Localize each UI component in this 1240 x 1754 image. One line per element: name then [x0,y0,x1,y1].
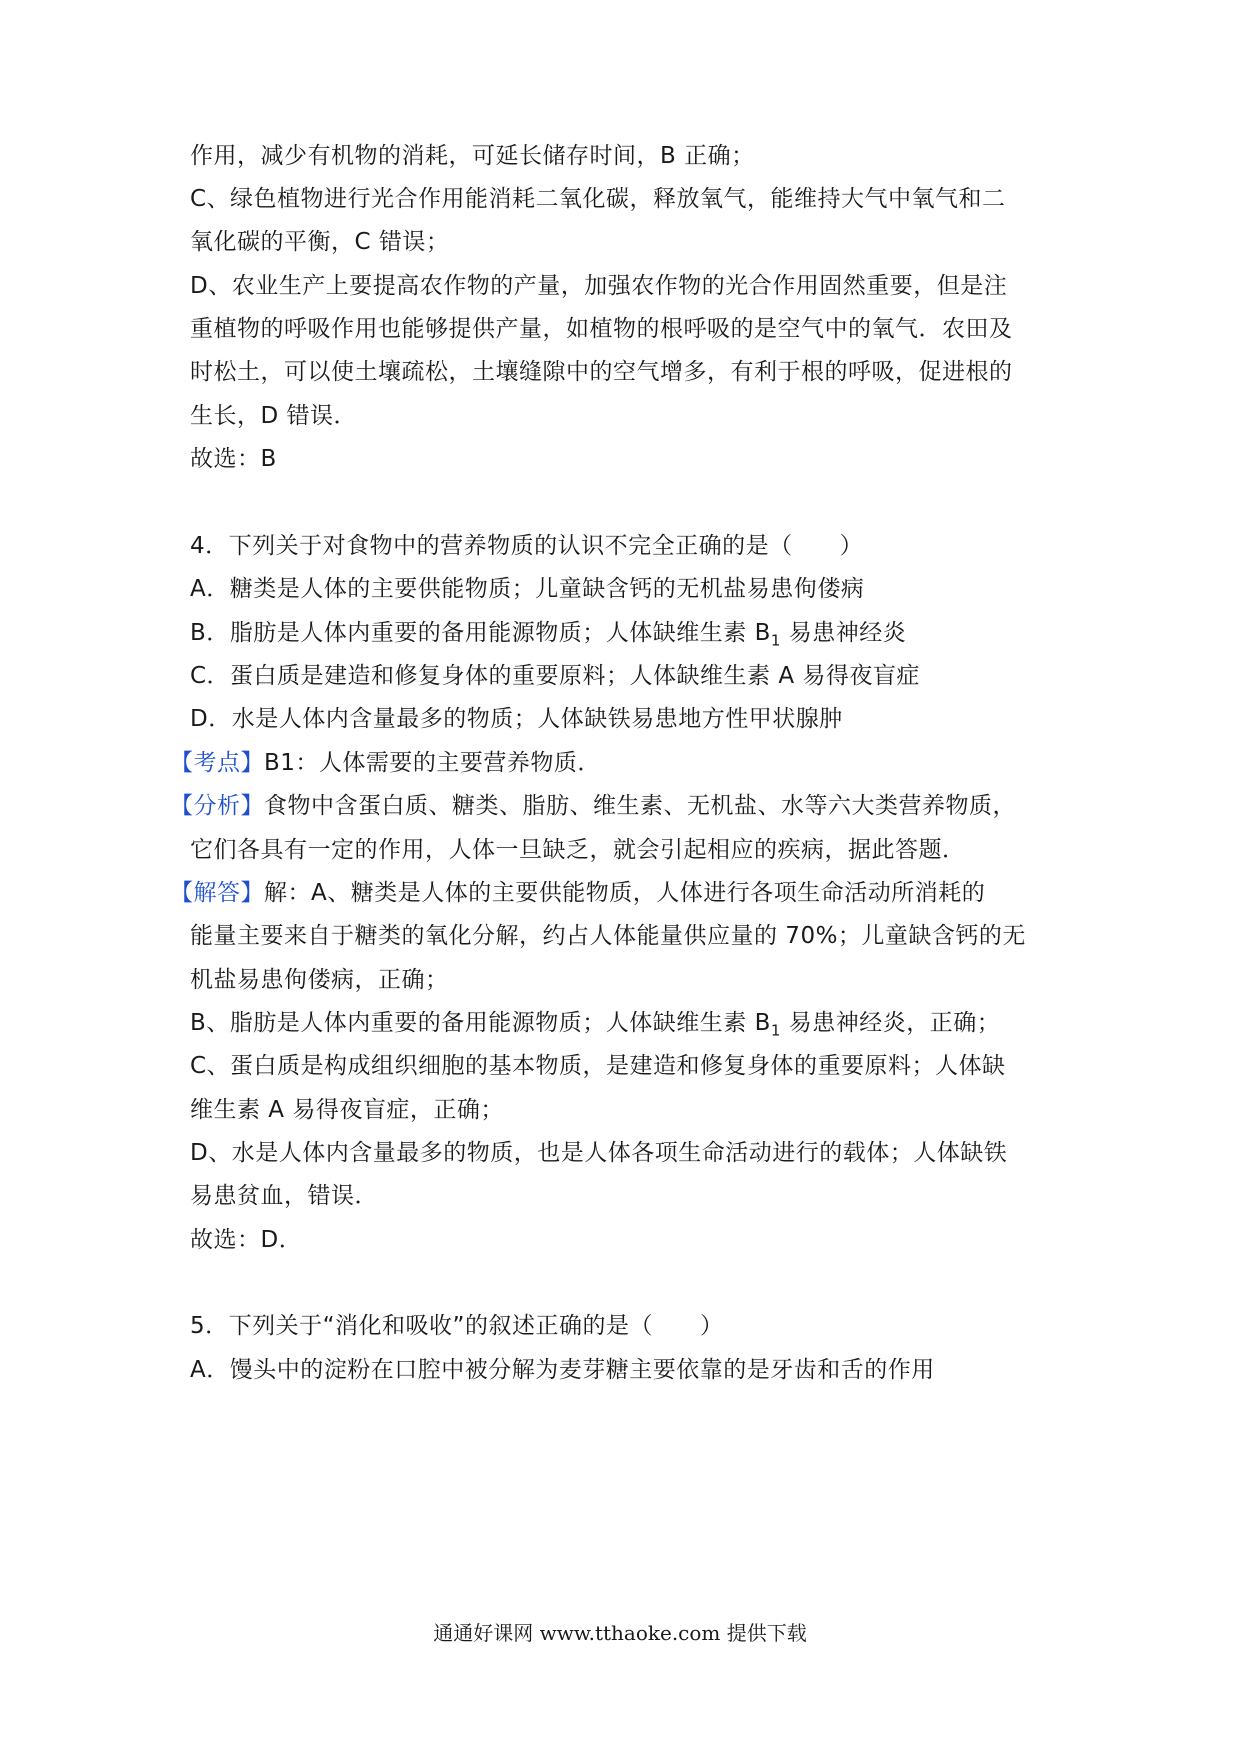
fenxi-text-1: 食物中含蛋白质、糖类、脂肪、维生素、无机盐、水等六大类营养物质， [264,793,1016,819]
prev-line-7: 生长，D 错误． [190,403,358,429]
q4-option-b [190,617,1070,649]
q4-jieda-d-line-1: D、水是人体内含量最多的物质，也是人体各项生命活动进行的载体；人体缺铁 [190,1140,1008,1166]
jieda-tag: 【解答】 [170,880,264,906]
q4-jieda-c-line-2: 维生素 A 易得夜盲症，正确； [190,1097,504,1123]
q4-answer: 故选：D． [190,1227,303,1253]
prev-line-2: C、绿色植物进行光合作用能消耗二氧化碳，释放氧气，能维持大气中氧气和二 [190,186,1006,212]
jieda-b-subscript: 1 [770,1021,781,1040]
q4-stem: 4．下列关于对食物中的营养物质的认识不完全正确的是（ ） [190,533,864,559]
prev-answer: 故选：B [190,446,277,472]
q4-option-b-text: B．脂肪是人体内重要的备用能源物质；人体缺维生素 B [190,620,771,646]
fenxi-tag: 【分析】 [170,793,264,819]
q5-option-a: A．馒头中的淀粉在口腔中被分解为麦芽糖主要依靠的是牙齿和舌的作用 [190,1357,935,1383]
jieda-b-text: B、脂肪是人体内重要的备用能源物质；人体缺维生素 B [190,1010,771,1036]
q4-option-c: C．蛋白质是建造和修复身体的重要原料；人体缺维生素 A 易得夜盲症 [190,663,920,689]
q4-fenxi-line-2: 它们各具有一定的作用，人体一旦缺乏，就会引起相应的疾病，据此答题． [190,837,966,863]
prev-line-4: D、农业生产上要提高农作物的产量，加强农作物的光合作用固然重要，但是注 [190,273,1008,299]
q4-option-d: D．水是人体内含量最多的物质；人体缺铁易患地方性甲状腺肿 [190,706,843,732]
q4-jieda-line-1 [170,877,1050,909]
q4-option-b-rest: 易患神经炎 [780,620,907,646]
prev-line-3: 氧化碳的平衡，C 错误； [190,229,450,255]
prev-line-5: 重植物的呼吸作用也能够提供产量，如植物的根呼吸的是空气中的氧气．农田及 [190,316,1013,342]
q4-jieda-b [190,1007,1070,1039]
q4-jieda-d-line-2: 易患贫血，错误． [190,1183,378,1209]
jieda-b-rest: 易患神经炎，正确； [780,1010,1001,1036]
prev-line-6: 时松土，可以使土壤疏松，土壤缝隙中的空气增多，有利于根的呼吸，促进根的 [190,359,1013,385]
kaodian-text: B1：人体需要的主要营养物质． [264,750,601,776]
q4-jieda-line-3: 机盐易患佝偻病，正确； [190,967,449,993]
q4-option-b-subscript: 1 [770,631,781,650]
q4-fenxi-line-1 [170,790,1050,822]
prev-line-1: 作用，减少有机物的消耗，可延长储存时间，B 正确； [190,143,755,169]
q4-jieda-c-line-1: C、蛋白质是构成组织细胞的基本物质，是建造和修复身体的重要原料；人体缺 [190,1053,1006,1079]
jieda-text-1: 解：A、糖类是人体的主要供能物质，人体进行各项生命活动所消耗的 [264,880,986,906]
page-footer: 通通好课网 www.tthaoke.com 提供下载 [433,1621,807,1645]
q5-stem: 5．下列关于“消化和吸收”的叙述正确的是（ ） [190,1313,724,1339]
kaodian-tag: 【考点】 [170,750,264,776]
q4-option-a: A．糖类是人体的主要供能物质；儿童缺含钙的无机盐易患佝偻病 [190,576,865,602]
q4-kaodian [170,747,1050,779]
q4-jieda-line-2: 能量主要来自于糖类的氧化分解，约占人体能量供应量的 70%；儿童缺含钙的无 [190,923,1026,949]
